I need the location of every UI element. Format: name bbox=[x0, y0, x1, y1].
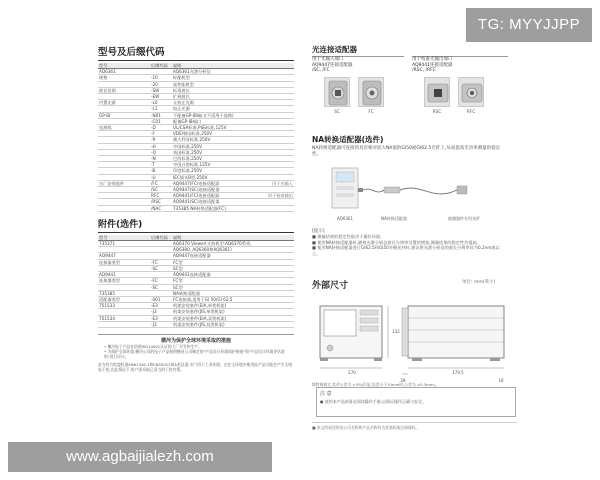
notice-heading: 注 意 bbox=[320, 391, 332, 397]
cell-model: 内置光源 bbox=[98, 100, 150, 106]
rsc-label: RSC bbox=[432, 109, 442, 114]
rfc-adapter-image bbox=[458, 77, 484, 107]
cell-model: 出厂安装选件 bbox=[98, 180, 150, 186]
fc-label: FC bbox=[368, 109, 374, 114]
model-table bbox=[98, 63, 294, 212]
cell-suffix: -R bbox=[150, 137, 172, 143]
cal-adapter-box bbox=[412, 56, 508, 126]
left-column bbox=[98, 44, 294, 372]
cell-suffix: -E3 bbox=[150, 315, 172, 321]
cell-suffix: -Q bbox=[150, 149, 172, 155]
trademark-note: ■ 本文所叙述的各公司名称和产品名称均为其商标或注册商标。 bbox=[312, 422, 517, 431]
cell-desc: UL/CSA标准,PSE标准,125V bbox=[172, 125, 294, 131]
note-item: ■ 使用NA转换适配器时,随着光谱分析仪波长分辨率设置的增加,测量结果的稳定性会提高。 bbox=[312, 239, 481, 245]
dim-foot: 18 bbox=[498, 378, 504, 383]
cell-desc: 不配备GP-IB端口(不适用于选购) bbox=[172, 112, 294, 118]
cal-types: /RSC, /RFC bbox=[412, 68, 436, 73]
cell-suffix: -J3 bbox=[150, 321, 172, 327]
input-types: /SC, /FC bbox=[312, 68, 330, 73]
cell-desc-text: AQ9447(FC)连接适配器 bbox=[173, 180, 220, 186]
cell-desc: AQ9441连接适配器 bbox=[172, 272, 294, 278]
sc-adapter-icon bbox=[325, 78, 351, 108]
rfc-adapter-icon bbox=[459, 78, 485, 108]
cal-model: AQ9441连接适配器 bbox=[412, 62, 453, 68]
cell-suffix: -H bbox=[150, 143, 172, 149]
dim-height: 132 bbox=[392, 329, 400, 334]
cell-desc-text: AQ9441(FC)连接适配器 bbox=[173, 193, 220, 199]
cell-suffix: -T bbox=[150, 162, 172, 168]
rfc-label: RFC bbox=[466, 109, 476, 114]
note-item: ■ 测量结果的稳定性取决于操作环境。 bbox=[312, 234, 385, 239]
cell-desc: 机架安装套件(EIA,双类机架) bbox=[172, 315, 294, 321]
cell-model: GP-IB bbox=[98, 112, 150, 118]
header-suffix: 后缀代码 bbox=[150, 63, 172, 69]
accessories-heading: 附件(选件) bbox=[98, 217, 294, 233]
notice-item: ● 使用本产品前务必阅读操作手册,以保证操作正确与安全。 bbox=[320, 399, 427, 404]
adapter-heading: 光连接适配器 bbox=[312, 45, 357, 54]
header-suffix: 后缀代码 bbox=[150, 235, 172, 241]
cell-desc: NA转换适配器 bbox=[172, 290, 294, 296]
cell-suffix: RFC bbox=[150, 193, 172, 199]
model-suffix-heading: 型号及后缀代码 bbox=[98, 44, 294, 61]
cell-suffix: -F bbox=[150, 131, 172, 137]
cell-desc: FC型 bbox=[172, 259, 294, 265]
cell-desc: 无校正光源 bbox=[172, 100, 294, 106]
cell-suffix: -B bbox=[150, 168, 172, 174]
cell-suffix: -10 bbox=[150, 75, 172, 81]
cell-note: 用于校准输出 bbox=[267, 193, 293, 199]
cell-model: 735385 bbox=[98, 290, 150, 296]
cell-desc: 标配机型 bbox=[172, 75, 294, 81]
cell-suffix: /FC bbox=[150, 180, 172, 186]
cell-desc bbox=[172, 205, 294, 211]
cell-model bbox=[98, 321, 150, 327]
cell-desc: AQ9447连接适配器 bbox=[172, 253, 294, 259]
cell-desc: 英国标准,250V bbox=[172, 149, 294, 155]
na-connection-diagram bbox=[312, 162, 512, 222]
cell-desc: 标准波长 bbox=[172, 87, 294, 93]
cell-suffix: -SC bbox=[150, 284, 172, 290]
cell-suffix: -E3 bbox=[150, 303, 172, 309]
cell-suffix: -SW bbox=[150, 87, 172, 93]
tolerance-caption: 除特殊规定,其余公差为 ±3%(但是,误差小于10mm时,公差为 ±0.3mm)。 bbox=[312, 382, 439, 387]
na-notes bbox=[312, 226, 508, 256]
cell-desc: 中国台湾标准,125V bbox=[172, 162, 294, 168]
na-adapter-heading: NA转换适配器(选件) bbox=[312, 135, 384, 144]
cell-suffix: -FC bbox=[150, 259, 172, 265]
cell-suffix: /SC bbox=[150, 187, 172, 193]
cell-model bbox=[98, 205, 150, 211]
cell-desc: 高性能机型 bbox=[172, 81, 294, 87]
cell-suffix: -EW bbox=[150, 94, 172, 100]
cell-model: 连接器类型 bbox=[98, 278, 150, 284]
cell-suffix: -SC bbox=[150, 265, 172, 271]
cell-desc: VDE/韩国标准,250V bbox=[172, 131, 294, 137]
cell-desc: 机架安装套件(JIS,双类机架) bbox=[172, 321, 294, 327]
header-model: 型号 bbox=[98, 63, 150, 69]
cell-model: AQ6361 bbox=[98, 69, 150, 75]
notice-box bbox=[316, 387, 516, 417]
cal-caption: 用于校准光输出端口 bbox=[412, 57, 453, 62]
right-column bbox=[312, 44, 512, 444]
sc-adapter-image bbox=[324, 77, 350, 107]
header-model: 型号 bbox=[98, 235, 150, 241]
table-row bbox=[98, 321, 294, 327]
cell-suffix: -L0 bbox=[150, 100, 172, 106]
cell-model: 适配器类型 bbox=[98, 296, 150, 302]
cell-model: 735371 bbox=[98, 241, 150, 247]
cell-suffix: /RSC bbox=[150, 199, 172, 205]
cell-suffix: -N01 bbox=[150, 112, 172, 118]
environment-item: • 为保护全球环境,横河公司的电子产品按照横河公司制定的"产品设计环境保护指南"和"产品设计环境评估准则"进行设计。 bbox=[104, 348, 285, 359]
cell-desc: 配备GP-IB端口 bbox=[172, 118, 294, 124]
dim-depth: 179.5 bbox=[452, 370, 464, 375]
rsc-adapter-icon bbox=[425, 78, 451, 108]
cell-suffix: -20 bbox=[150, 81, 172, 87]
cell-model: 751533 bbox=[98, 303, 150, 309]
cell-desc: IEC插头B型,250V bbox=[172, 174, 294, 180]
cell-model: 电源线 bbox=[98, 125, 150, 131]
cell-desc: 机架安装套件(JIS,单类机架) bbox=[172, 309, 294, 315]
cell-model: 连接器类型 bbox=[98, 259, 150, 265]
accessories-table bbox=[98, 235, 294, 328]
cell-desc: 机架安装套件(EIA,单类机架) bbox=[172, 303, 294, 309]
input-model: AQ9447连接适配器 bbox=[312, 62, 353, 68]
cell-desc: 中国标准,250V bbox=[172, 143, 294, 149]
diagram-label-fiber: 被测器件专用光纤 bbox=[448, 216, 480, 221]
header-desc: 说明 bbox=[172, 63, 294, 69]
notes-heading: [提示] bbox=[312, 229, 325, 234]
input-caption: 用于光输入端口 bbox=[312, 57, 344, 62]
cell-desc: AQ6380, AQ6360和AQ6361) bbox=[172, 247, 294, 253]
cell-desc-text: AQ9441(SC)连接适配器 bbox=[173, 199, 220, 205]
cell-note: 用于光输入 bbox=[272, 180, 293, 186]
cell-model: AQ9447 bbox=[98, 253, 150, 259]
fc-adapter-image bbox=[358, 77, 384, 107]
cell-model: 波长范围 bbox=[98, 87, 150, 93]
cell-desc: FC型 bbox=[172, 278, 294, 284]
cell-model: 751534 bbox=[98, 315, 150, 321]
cell-desc: 扩展波长 bbox=[172, 94, 294, 100]
cell-suffix: -N bbox=[150, 156, 172, 162]
environment-item: • 横河电子产品在依照ISO14001认证的工厂开发和生产。 bbox=[104, 343, 202, 349]
cell-suffix: -L1 bbox=[150, 106, 172, 112]
cell-desc: 巴西标准,250V bbox=[172, 156, 294, 162]
rsc-adapter-image bbox=[424, 77, 450, 107]
cell-desc: AQ6370 Viewer(支持机型:AQ6370系列, bbox=[172, 241, 294, 247]
unit-note: 单位: mm(英寸) bbox=[462, 280, 496, 285]
cell-suffix: -001 bbox=[150, 296, 172, 302]
cell-suffix: -J3 bbox=[150, 309, 172, 315]
dimensions-heading: 外部尺寸 bbox=[312, 281, 349, 291]
cell-desc: 校正光源 bbox=[172, 106, 294, 112]
dim-width: 270 bbox=[348, 370, 356, 375]
cell-desc: 澳大利亚标准,250V bbox=[172, 137, 294, 143]
cell-desc: SC型 bbox=[172, 284, 294, 290]
sc-label: SC bbox=[334, 109, 340, 114]
cell-desc: SC型 bbox=[172, 265, 294, 271]
input-adapter-box bbox=[312, 56, 404, 126]
cell-suffix: -FC bbox=[150, 278, 172, 284]
cell-suffix: -U bbox=[150, 174, 172, 180]
cell-desc: AQ6361光谱分析仪 bbox=[172, 69, 294, 75]
cell-suffix: -C01 bbox=[150, 118, 172, 124]
cell-desc-text: 735385 NA转换适配器(FC) bbox=[173, 205, 226, 211]
dim-handle: 28 bbox=[400, 378, 406, 383]
table-row bbox=[98, 205, 294, 211]
cell-desc: FC连接器,适用于GI 50/GI 62.5 bbox=[172, 296, 294, 302]
environment-heading: 横河为保护全球环境采取的措施 bbox=[98, 334, 294, 344]
diagram-label-adapter: NA转换适配器 bbox=[381, 216, 407, 221]
fc-adapter-icon bbox=[359, 78, 385, 108]
cell-suffix: /NAC bbox=[150, 205, 172, 211]
na-description: NA转换适配器可连接到具有相对较大NA值的GI50或GI62.5光纤上,从而提高光功率测量的稳定性。 bbox=[312, 146, 501, 157]
cell-model: AQ9441 bbox=[98, 272, 150, 278]
note-item: ■ 使用NA转换适配器进行GI62.5和GI50多模光纤时,建议将光谱分析仪的波长分辨率设为0.2nm或以上。 bbox=[312, 245, 500, 256]
site-watermark: www.agbaijialezh.com bbox=[8, 442, 272, 472]
cell-desc: 印度标准,250V bbox=[172, 168, 294, 174]
cell-suffix: -D bbox=[150, 125, 172, 131]
channel-badge: TG: MYYJJPP bbox=[466, 8, 592, 42]
diagram-label-unit: AQ6361 bbox=[337, 216, 353, 221]
header-desc: 说明 bbox=[172, 235, 294, 241]
compliance-footnote: 此为符合欧盟标准EN61326-1和EN55011的A类仪器,专门用于工业环境。在住宅环境中使用此产品可能会产生无线电干扰,在此情况下,用户需采取已适当的干扰对策。 bbox=[98, 361, 293, 372]
cell-desc-text: AQ9447(SC)连接适配器 bbox=[173, 187, 220, 193]
cell-model: 规格 bbox=[98, 75, 150, 81]
